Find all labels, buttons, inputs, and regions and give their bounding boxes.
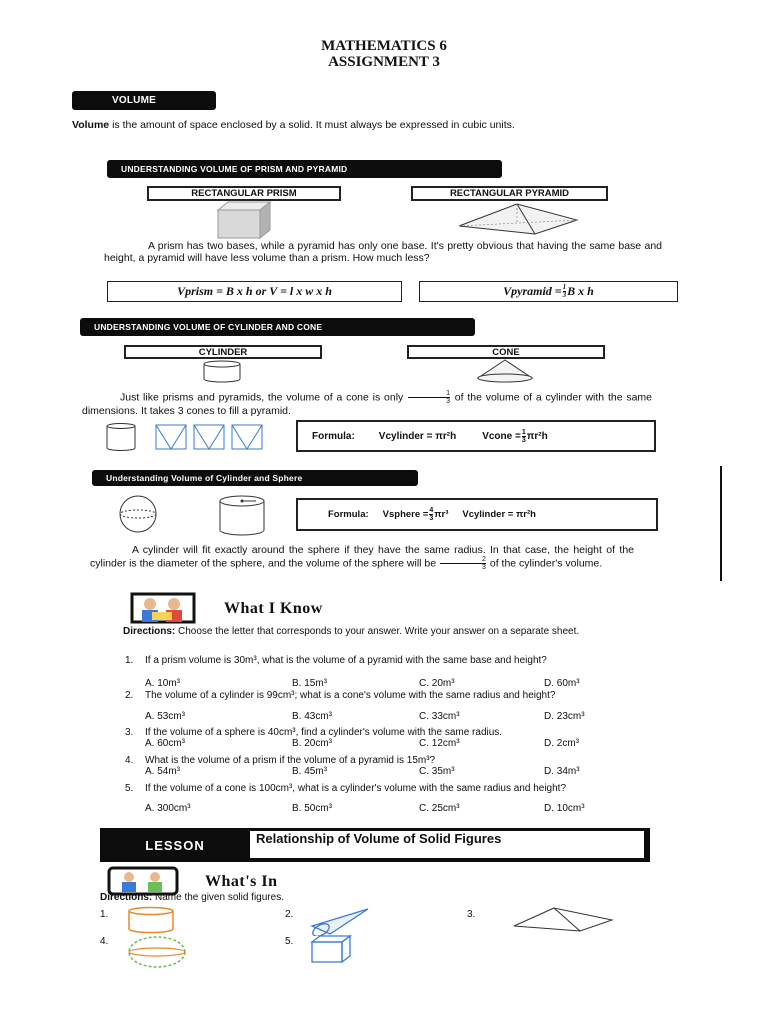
directions-text: Name the given solid figures. — [152, 892, 284, 903]
blue-cube-figure — [308, 934, 358, 964]
sphere-formula-b: πr³ — [434, 509, 449, 520]
choice-d: D. 34m³ — [544, 766, 580, 777]
figure-number-2: 2. — [285, 909, 294, 920]
cylinder-sphere-paragraph — [90, 544, 634, 571]
choice-d: D. 10cm³ — [544, 803, 585, 814]
volume-term: Volume — [72, 119, 110, 131]
figure-number-5: 5. — [285, 936, 294, 947]
question-number: 4. — [125, 755, 134, 766]
fraction-num: 1 — [521, 428, 526, 436]
question-number: 2. — [125, 690, 134, 701]
rect-pyramid-label: RECTANGULAR PYRAMID — [411, 186, 608, 201]
formula-label: Formula: — [312, 430, 355, 442]
fraction-den: 3 — [446, 398, 450, 405]
margin-rule — [720, 466, 722, 581]
choice-b: B. 15m³ — [292, 678, 328, 689]
question-text: If the volume of a cone is 100cm³, what is a cylinder's volume with the same radius and height? — [145, 783, 567, 794]
cylinder-cones-figure — [104, 422, 274, 452]
pyramid-formula-a: Vpyramid = — [503, 284, 562, 298]
fraction-num: 1 — [562, 283, 567, 291]
question-text: What is the volume of a prism if the volume of a pyramid is 15m³? — [145, 755, 436, 766]
pyramid-formula-fraction — [563, 284, 567, 299]
choice-a: A. 10m³ — [145, 678, 181, 689]
students-reading-icon — [128, 592, 200, 628]
cylinder-cone-formula-box — [296, 420, 656, 452]
prism-formula: Vprism = B x h or V = l x w x h — [107, 281, 402, 302]
pyramid-formula — [419, 281, 678, 302]
volume-definition — [72, 119, 640, 131]
sphere-formula-fraction — [429, 507, 433, 522]
choice-d: D. 60m³ — [544, 678, 580, 689]
blue-cone-figure — [308, 906, 374, 936]
directions-text: Choose the letter that corresponds to your answer. Write your answer on a separate sheet. — [175, 626, 580, 637]
sphere-fraction — [440, 556, 486, 571]
fraction-den: 3 — [482, 564, 486, 571]
choice-a: A. 54m³ — [145, 766, 181, 777]
choice-c: C. 25cm³ — [419, 803, 460, 814]
sphere-formula-box — [296, 498, 658, 531]
rect-prism-label: RECTANGULAR PRISM — [147, 186, 341, 201]
question-text: The volume of a cylinder is 99cm³; what is a cone's volume with the same radius and height? — [145, 690, 556, 701]
choice-c: C. 12cm³ — [419, 738, 460, 749]
cylinder-cone-paragraph — [82, 390, 652, 417]
choice-c: C. 33cm³ — [419, 711, 460, 722]
cylinder-cone-para-a: Just like prisms and pyramids, the volume of a cone is only — [120, 391, 408, 404]
green-sphere-figure — [125, 934, 189, 970]
fraction-den: 3 — [429, 515, 434, 522]
sphere-para-b: of the cylinder's volume. — [486, 557, 603, 570]
pyramid-formula-b: B x h — [567, 284, 594, 298]
cylinder-sphere-figure — [214, 494, 270, 538]
sphere-para-a: A cylinder will fit exactly around the sphere if they have the same radius. In that case, the height of the cylinder is the diameter of the sphere, and the volume of the sphere will be — [90, 544, 634, 570]
figure-number-4: 4. — [100, 936, 109, 947]
choice-c: C. 20m³ — [419, 678, 455, 689]
choice-b: B. 20cm³ — [292, 738, 333, 749]
fraction-den: 3 — [562, 291, 567, 299]
directions-label: Directions: — [100, 892, 153, 903]
cylinder-formula: Vcylinder = πr²h — [378, 430, 457, 442]
choice-b: B. 50cm³ — [292, 803, 333, 814]
choice-a: A. 53cm³ — [145, 711, 186, 722]
volume-definition-text: is the amount of space enclosed by a solid. It must always be expressed in cubic units. — [109, 119, 515, 131]
fraction-num: 1 — [408, 390, 450, 398]
fraction-num: 4 — [429, 507, 434, 514]
cylinder-sphere-pill: Understanding Volume of Cylinder and Sphere — [92, 470, 418, 486]
cylinder-formula-2: Vcylinder = πr²h — [462, 509, 536, 520]
choice-b: B. 45m³ — [292, 766, 328, 777]
cylinder-figure — [200, 360, 246, 384]
cone-formula-fraction — [522, 429, 526, 444]
what-i-know-directions — [123, 626, 643, 637]
orange-cylinder-figure — [124, 906, 178, 934]
question-number: 1. — [125, 655, 134, 666]
pyramid-figure — [510, 906, 620, 934]
question-text: If a prism volume is 30m³, what is the volume of a pyramid with the same base and height? — [145, 655, 547, 666]
figure-number-3: 3. — [467, 909, 476, 920]
choice-d: D. 2cm³ — [544, 738, 579, 749]
cylinder-cone-pill: UNDERSTANDING VOLUME OF CYLINDER AND CONE — [80, 318, 475, 336]
page-title-line2: ASSIGNMENT 3 — [328, 54, 440, 70]
choice-a: A. 300cm³ — [145, 803, 191, 814]
sphere-figure — [112, 494, 164, 534]
rect-pyramid-figure — [455, 202, 585, 236]
page-title-line1: MATHEMATICS 6 — [321, 38, 447, 54]
choice-d: D. 23cm³ — [544, 711, 585, 722]
cone-formula-b: πr²h — [526, 430, 548, 442]
lesson-title: Relationship of Volume of Solid Figures — [250, 831, 644, 858]
figure-number-1: 1. — [100, 909, 109, 920]
cone-figure — [475, 358, 535, 384]
whats-in-directions — [100, 892, 284, 903]
cylinder-cone-para-b: of the volume of a cylinder with the same dimensions. It takes 3 cones to fill a pyramid. — [82, 391, 652, 417]
fraction-den: 3 — [521, 436, 526, 444]
whats-in-title: What's In — [205, 873, 278, 890]
cone-fraction — [408, 390, 450, 405]
prism-pyramid-pill: UNDERSTANDING VOLUME OF PRISM AND PYRAMID — [107, 160, 502, 178]
cone-label: CONE — [407, 345, 605, 359]
what-i-know-title: What I Know — [224, 600, 323, 617]
choice-b: B. 43cm³ — [292, 711, 333, 722]
cone-formula-a: Vcone = — [482, 430, 521, 442]
directions-label: Directions: — [123, 626, 176, 637]
question-number: 5. — [125, 783, 134, 794]
prism-pyramid-paragraph: A prism has two bases, while a pyramid has only one base. It's pretty obvious that having the same base and height, a pyramid will have less volume than a prism. How much less? — [104, 240, 662, 264]
cylinder-label: CYLINDER — [124, 345, 322, 359]
fraction-num: 2 — [440, 556, 486, 564]
lesson-label: LESSON — [145, 837, 205, 853]
sphere-formula-a: Vsphere = — [382, 509, 429, 520]
choice-a: A. 60cm³ — [145, 738, 186, 749]
volume-pill: VOLUME — [72, 91, 216, 110]
question-number: 3. — [125, 727, 134, 738]
rect-prism-figure — [210, 200, 280, 240]
formula-label: Formula: — [328, 509, 369, 520]
question-text: If the volume of a sphere is 40cm³, find a cylinder's volume with the same radius. — [145, 727, 503, 738]
choice-c: C. 35m³ — [419, 766, 455, 777]
